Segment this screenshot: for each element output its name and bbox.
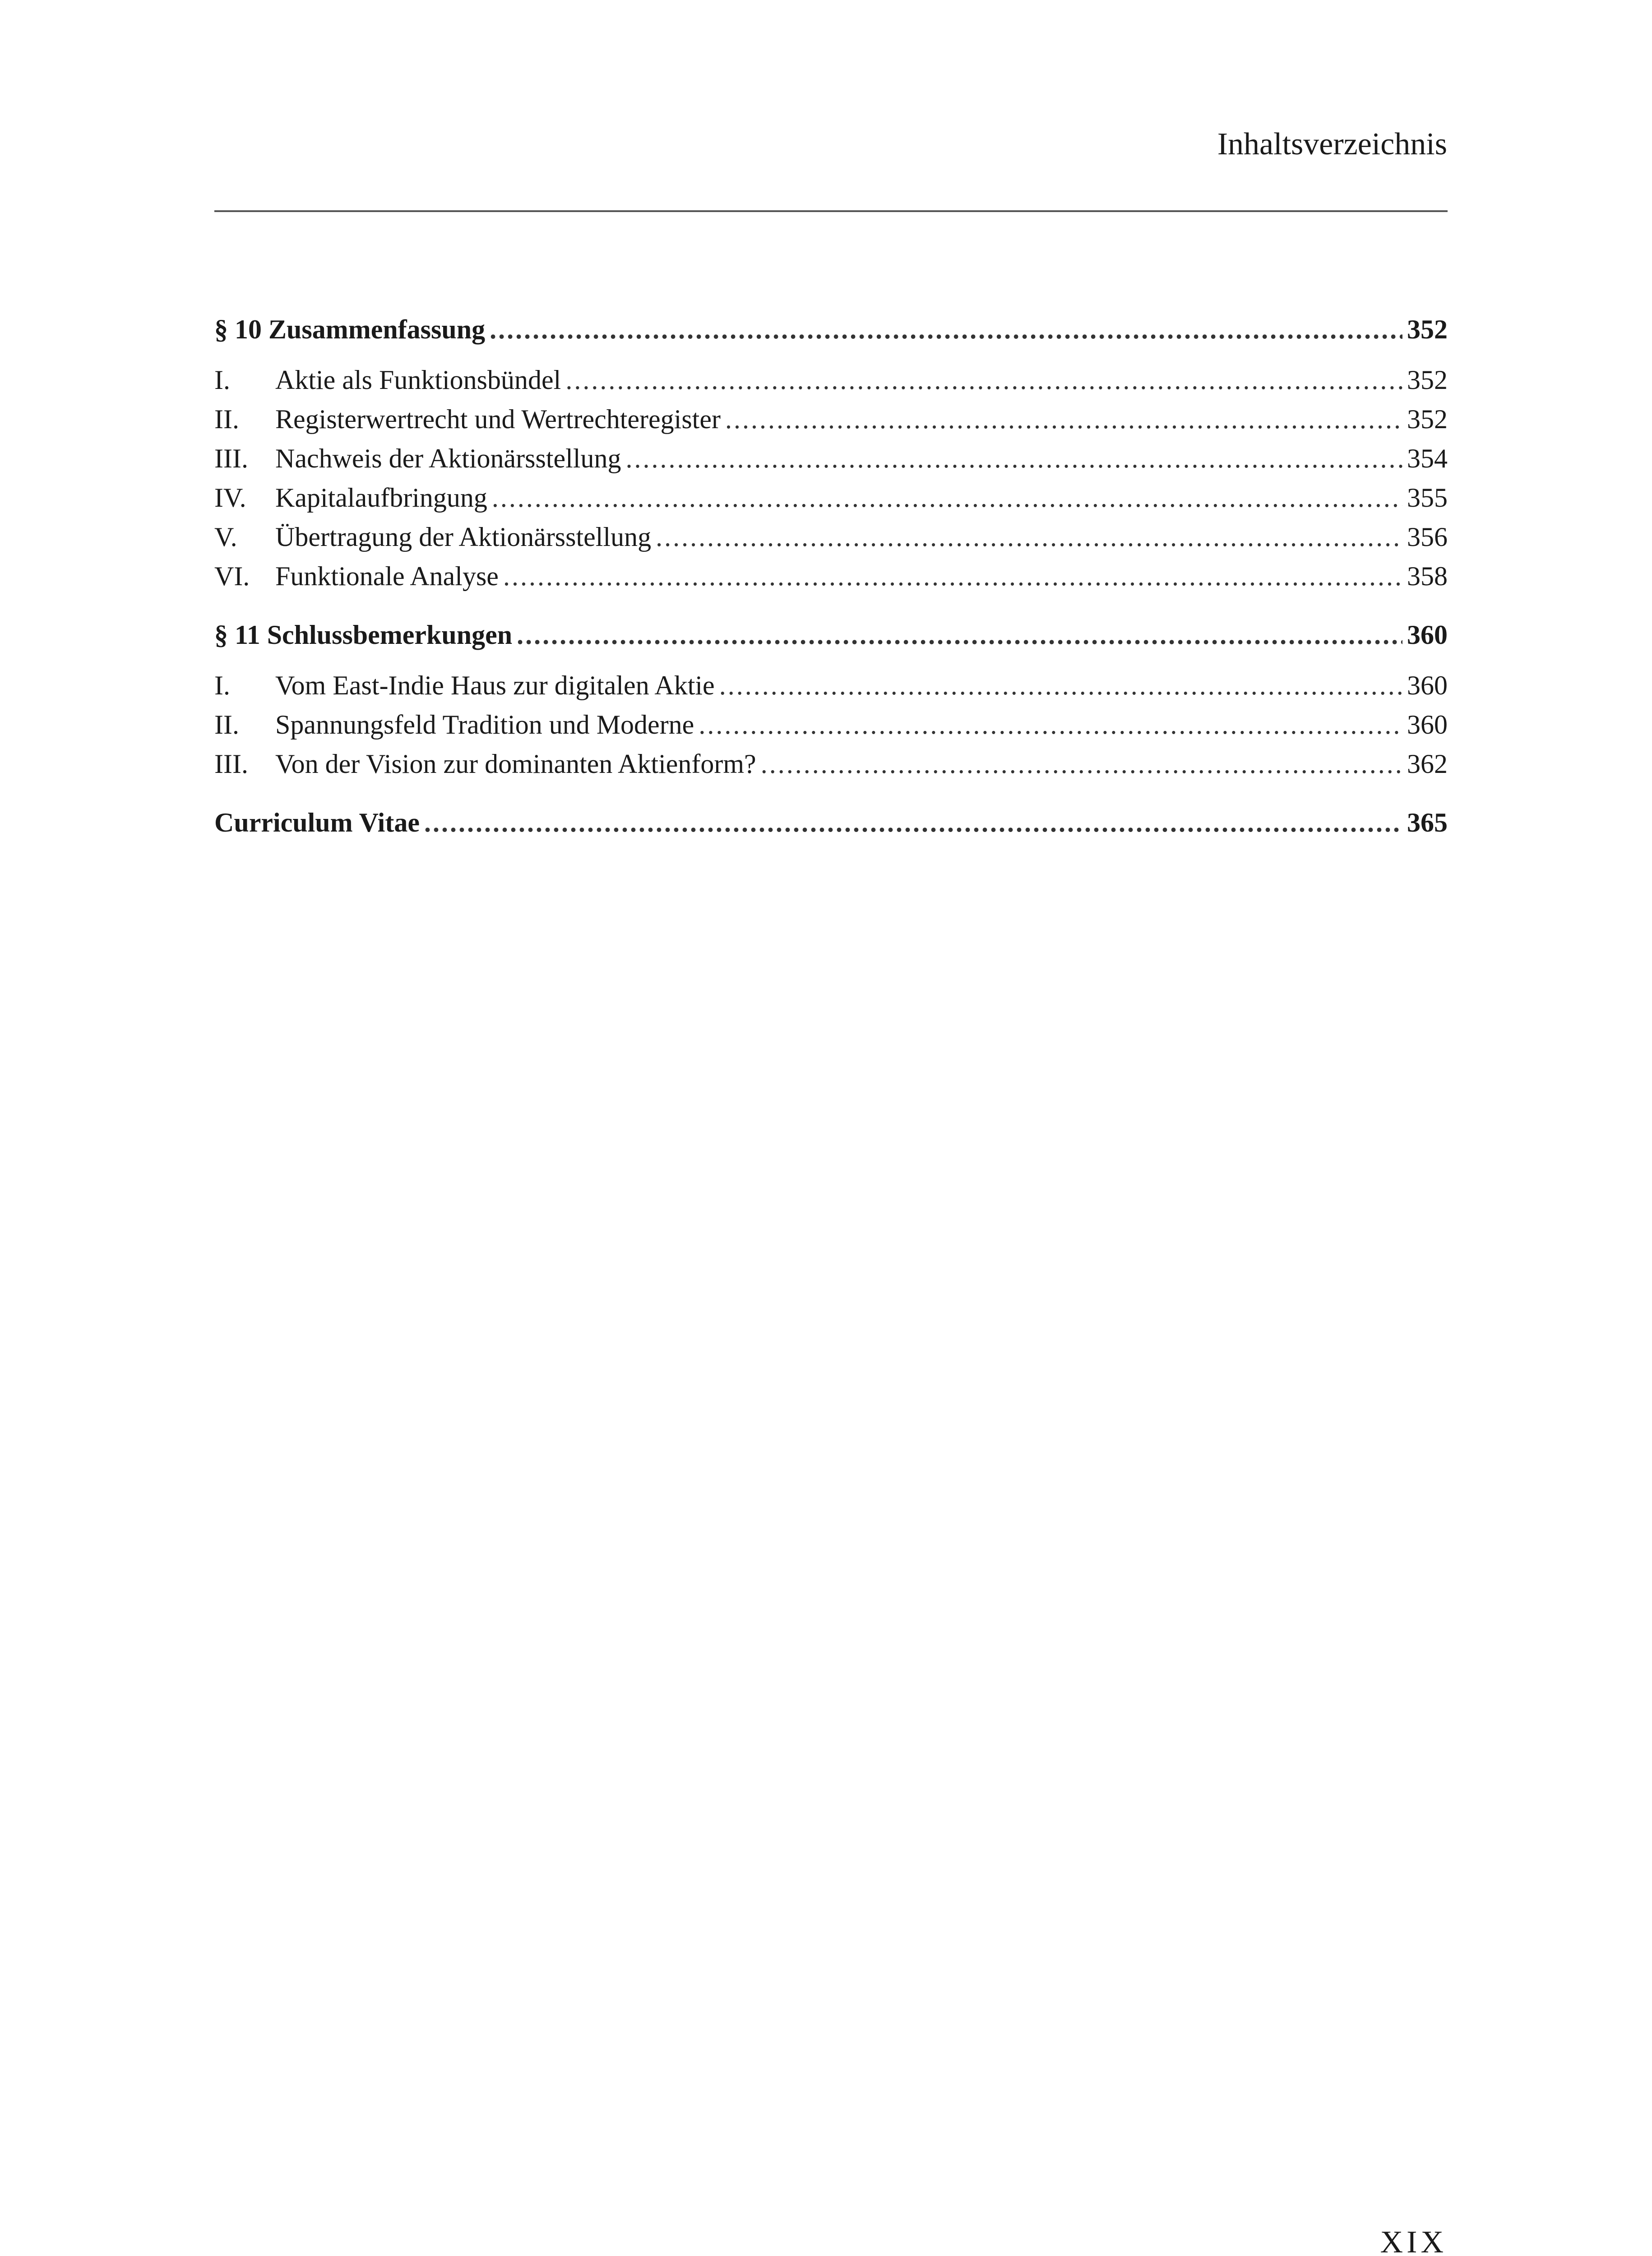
toc-dot-leader xyxy=(699,707,1402,743)
toc-entry-title: Von der Vision zur dominanten Aktienform? xyxy=(275,749,756,779)
toc-entry-number: VI. xyxy=(214,561,250,591)
toc-entry-page: 352 xyxy=(1407,314,1448,344)
toc-dot-leader xyxy=(492,480,1402,516)
toc-dot-leader xyxy=(719,667,1402,703)
toc-dot-leader xyxy=(626,440,1403,476)
toc-entry-page: 352 xyxy=(1407,365,1448,395)
toc-entry-title: Kapitalaufbringung xyxy=(275,483,487,513)
toc-entry-number: II. xyxy=(214,710,239,740)
toc-dot-leader xyxy=(503,558,1402,594)
toc-entry-page: 352 xyxy=(1407,404,1448,434)
toc-entry-number: I. xyxy=(214,365,230,395)
toc-entry-page: 355 xyxy=(1407,483,1448,513)
toc-entry-number: IV. xyxy=(214,483,246,513)
toc-dot-leader xyxy=(517,617,1402,653)
toc-chapter-11[interactable] xyxy=(214,617,1448,653)
toc-curriculum-vitae[interactable] xyxy=(214,804,1448,841)
running-header: Inhaltsverzeichnis xyxy=(1217,127,1447,162)
toc-section-10-iii[interactable] xyxy=(214,440,1448,476)
toc-entry-page: 354 xyxy=(1407,444,1448,473)
toc-entry-page: 358 xyxy=(1407,561,1448,591)
toc-entry-number: I. xyxy=(214,670,230,700)
toc-chapter-10[interactable] xyxy=(214,311,1448,347)
toc-entry-title: Übertragung der Aktionärsstellung xyxy=(275,522,652,552)
toc-entry-title: Aktie als Funktionsbündel xyxy=(275,365,561,395)
toc-dot-leader xyxy=(725,401,1402,437)
toc-section-11-ii[interactable] xyxy=(214,707,1448,743)
toc-section-11-i[interactable] xyxy=(214,667,1448,703)
toc-entry-page: 356 xyxy=(1407,522,1448,552)
toc-section-10-vi[interactable] xyxy=(214,558,1448,594)
toc-entry-number: III. xyxy=(214,444,248,473)
toc-section-11-iii[interactable] xyxy=(214,746,1448,782)
toc-dot-leader xyxy=(490,311,1402,347)
toc-entry-number: II. xyxy=(214,404,239,434)
toc-section-10-v[interactable] xyxy=(214,519,1448,555)
toc-section-10-iv[interactable] xyxy=(214,480,1448,516)
toc-dot-leader xyxy=(424,804,1402,841)
toc-entry-title: Spannungsfeld Tradition und Moderne xyxy=(275,710,694,740)
toc-entry-title: Registerwertrecht und Wertrechteregister xyxy=(275,404,721,434)
toc-entry-page: 365 xyxy=(1407,808,1448,837)
header-rule xyxy=(214,210,1448,212)
toc-entry-title: Curriculum Vitae xyxy=(214,808,420,837)
toc-dot-leader xyxy=(565,362,1402,398)
toc-dot-leader xyxy=(656,519,1402,555)
toc-dot-leader xyxy=(761,746,1402,782)
toc-entry-number: III. xyxy=(214,749,248,779)
toc-entry-page: 360 xyxy=(1407,620,1448,650)
toc-entry-page: 360 xyxy=(1407,670,1448,700)
toc-entry-title: § 11 Schlussbemerkungen xyxy=(214,620,513,650)
toc-entry-title: Funktionale Analyse xyxy=(275,561,499,591)
toc-entry-page: 360 xyxy=(1407,710,1448,740)
page-number: XIX xyxy=(1380,2225,1447,2256)
toc-section-10-i[interactable] xyxy=(214,362,1448,398)
toc-entry-page: 362 xyxy=(1407,749,1448,779)
toc-entry-title: Nachweis der Aktionärsstellung xyxy=(275,444,621,473)
toc-entry-number: V. xyxy=(214,522,237,552)
toc-entry-title: § 10 Zusammenfassung xyxy=(214,314,486,344)
toc-section-10-ii[interactable] xyxy=(214,401,1448,437)
toc-entry-title: Vom East-Indie Haus zur digitalen Aktie xyxy=(275,670,715,700)
